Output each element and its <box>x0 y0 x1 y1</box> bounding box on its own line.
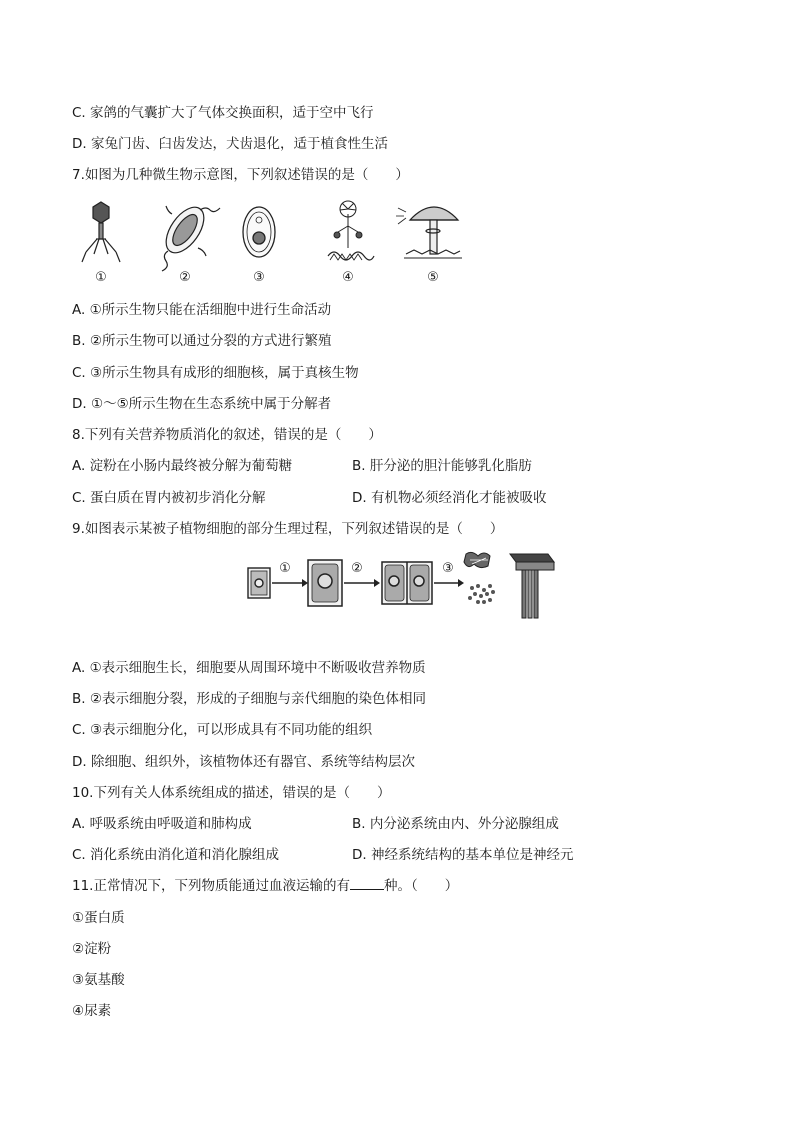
q11-item-4: ④尿素 <box>72 1003 112 1019</box>
q8-option-d: D. 有机物必须经消化才能被吸收 <box>352 490 547 506</box>
tissue-cluster-dots <box>468 584 495 604</box>
tissue-vessel <box>510 554 554 618</box>
q9-step-2: ② <box>351 561 363 576</box>
mold-drawing <box>328 201 374 260</box>
q7-label-3: ③ <box>253 270 265 285</box>
bacterium-drawing <box>159 201 220 271</box>
q8-stem: 8.下列有关营养物质消化的叙述，错误的是（ ） <box>72 427 382 443</box>
q10-option-b: B. 内分泌系统由内、外分泌腺组成 <box>352 816 559 832</box>
q10-stem: 10.下列有关人体系统组成的描述，错误的是（ ） <box>72 785 391 801</box>
yeast-drawing <box>243 207 275 257</box>
q8-option-a: A. 淀粉在小肠内最终被分解为葡萄糖 <box>72 458 293 474</box>
q9-option-d: D. 除细胞、组织外，该植物体还有器官、系统等结构层次 <box>72 754 415 770</box>
q7-option-c: C. ③所示生物具有成形的细胞核，属于真核生物 <box>72 365 359 381</box>
q10-option-a: A. 呼吸系统由呼吸道和肺构成 <box>72 816 252 832</box>
q9-option-b: B. ②表示细胞分裂，形成的子细胞与亲代细胞的染色体相同 <box>72 691 426 707</box>
q9-stem: 9.如图表示某被子植物细胞的部分生理过程，下列叙述错误的是（ ） <box>72 521 504 537</box>
q9-option-a: A. ①表示细胞生长，细胞要从周围环境中不断吸收营养物质 <box>72 660 426 676</box>
q8-option-c: C. 蛋白质在胃内被初步消化分解 <box>72 490 266 506</box>
grown-cell-drawing <box>308 560 342 606</box>
microorganisms-figure <box>72 196 472 288</box>
q6-option-c: C. 家鸽的气囊扩大了气体交换面积，适于空中飞行 <box>72 105 374 121</box>
plant-cell-process-figure <box>244 548 560 624</box>
tissues-drawing <box>464 552 554 618</box>
q11-item-3: ③氨基酸 <box>72 972 125 988</box>
q11-stem-text: 11.正常情况下，下列物质能通过血液运输的有 <box>72 878 350 894</box>
divided-cells-drawing <box>382 562 432 604</box>
q11-stem-suffix: 种。（ ） <box>383 878 459 894</box>
q7-option-d: D. ①～⑤所示生物在生态系统中属于分解者 <box>72 396 332 412</box>
q10-option-c: C. 消化系统由消化道和消化腺组成 <box>72 847 280 863</box>
q9-option-c: C. ③表示细胞分化，可以形成具有不同功能的组织 <box>72 722 373 738</box>
q7-label-4: ④ <box>342 270 354 285</box>
q11-stem <box>72 877 458 895</box>
q11-item-2: ②淀粉 <box>72 941 112 957</box>
q6-option-d: D. 家兔门齿、臼齿发达，犬齿退化，适于植食性生活 <box>72 136 388 152</box>
bacteriophage-drawing <box>82 202 120 262</box>
mushroom-drawing <box>396 207 462 258</box>
tissue-cluster-top <box>464 552 490 567</box>
q7-stem: 7.如图为几种微生物示意图，下列叙述错误的是（ ） <box>72 167 409 183</box>
q11-answer-blank <box>350 877 384 890</box>
small-cell-drawing <box>248 568 270 598</box>
q8-option-b: B. 肝分泌的胆汁能够乳化脂肪 <box>352 458 532 474</box>
q9-step-3: ③ <box>442 561 454 576</box>
q7-label-5: ⑤ <box>427 270 439 285</box>
q7-label-2: ② <box>179 270 191 285</box>
q7-option-b: B. ②所示生物可以通过分裂的方式进行繁殖 <box>72 333 332 349</box>
q9-step-1: ① <box>279 561 291 576</box>
q7-option-a: A. ①所示生物只能在活细胞中进行生命活动 <box>72 302 332 318</box>
q7-label-1: ① <box>95 270 107 285</box>
q10-option-d: D. 神经系统结构的基本单位是神经元 <box>352 847 574 863</box>
q11-item-1: ①蛋白质 <box>72 910 125 926</box>
